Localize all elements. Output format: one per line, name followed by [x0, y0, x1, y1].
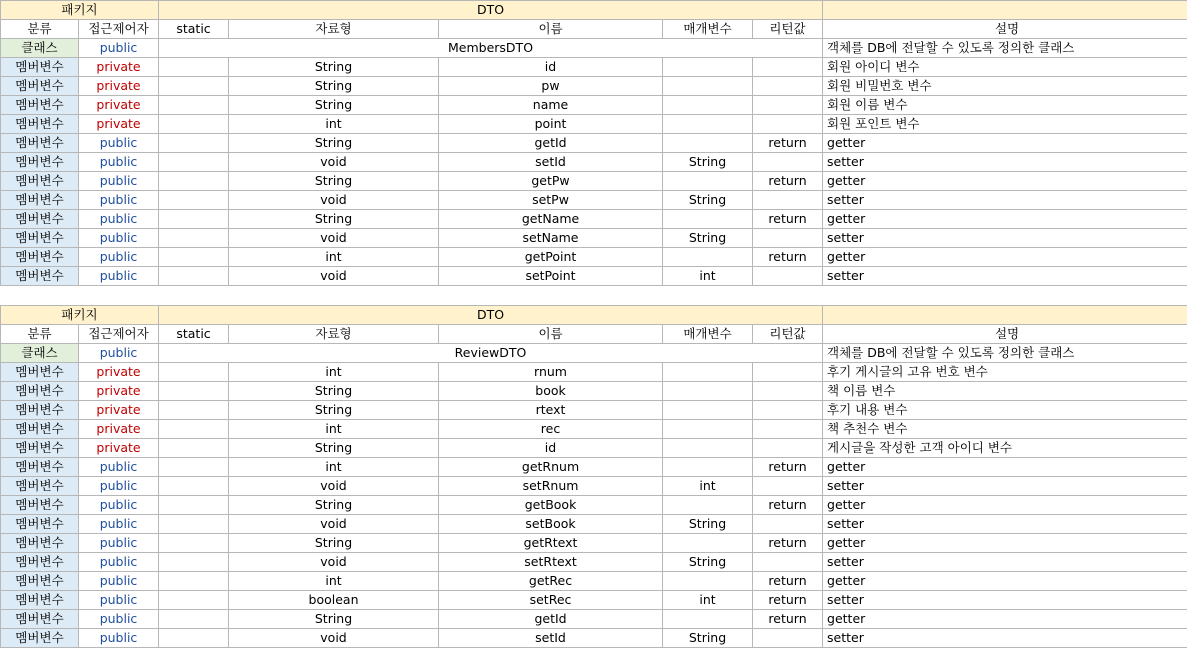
static-cell[interactable] — [159, 248, 229, 267]
access-cell[interactable]: public — [79, 629, 159, 648]
type-cell[interactable]: String — [229, 134, 439, 153]
access-cell[interactable]: public — [79, 39, 159, 58]
table-row — [1, 77, 1187, 96]
return-cell[interactable] — [753, 477, 823, 496]
description-cell[interactable]: setter — [823, 553, 1187, 572]
return-cell[interactable]: return — [753, 210, 823, 229]
params-cell[interactable] — [663, 458, 753, 477]
category-cell[interactable]: 멤버변수 — [1, 458, 79, 477]
table-row — [1, 382, 1187, 401]
static-cell[interactable] — [159, 191, 229, 210]
access-cell[interactable]: private — [79, 96, 159, 115]
table-row — [1, 134, 1187, 153]
category-cell[interactable]: 멤버변수 — [1, 591, 79, 610]
return-cell[interactable]: return — [753, 458, 823, 477]
params-cell[interactable] — [663, 210, 753, 229]
header-name-cell[interactable]: 이름 — [439, 20, 663, 39]
static-cell[interactable] — [159, 58, 229, 77]
static-cell[interactable] — [159, 229, 229, 248]
table-row — [1, 610, 1187, 629]
class-spec-table — [0, 0, 1187, 286]
type-cell[interactable]: int — [229, 458, 439, 477]
return-cell[interactable] — [753, 401, 823, 420]
category-cell[interactable]: 멤버변수 — [1, 534, 79, 553]
table-row — [1, 363, 1187, 382]
return-cell[interactable] — [753, 629, 823, 648]
type-cell[interactable]: String — [229, 534, 439, 553]
static-cell[interactable] — [159, 401, 229, 420]
description-cell[interactable]: setter — [823, 267, 1187, 286]
header-name-cell[interactable]: 이름 — [439, 325, 663, 344]
class-name-cell[interactable]: MembersDTO — [159, 39, 823, 58]
params-cell[interactable]: int — [663, 267, 753, 286]
description-cell[interactable]: getter — [823, 210, 1187, 229]
params-cell[interactable] — [663, 572, 753, 591]
access-cell[interactable]: public — [79, 344, 159, 363]
table-row — [1, 572, 1187, 591]
type-cell[interactable]: void — [229, 515, 439, 534]
package-value-cell[interactable]: DTO — [159, 1, 823, 20]
static-cell[interactable] — [159, 382, 229, 401]
header-category-cell[interactable]: 분류 — [1, 20, 79, 39]
name-cell[interactable]: point — [439, 115, 663, 134]
type-cell[interactable]: int — [229, 572, 439, 591]
class-row — [1, 39, 1187, 58]
category-cell[interactable]: 클래스 — [1, 344, 79, 363]
return-cell[interactable]: return — [753, 172, 823, 191]
name-cell[interactable]: getName — [439, 210, 663, 229]
static-cell[interactable] — [159, 629, 229, 648]
table-row — [1, 439, 1187, 458]
header-desc-cell[interactable]: 설명 — [823, 20, 1187, 39]
header-type-cell[interactable]: 자료형 — [229, 325, 439, 344]
params-cell[interactable] — [663, 382, 753, 401]
static-cell[interactable] — [159, 115, 229, 134]
return-cell[interactable]: return — [753, 572, 823, 591]
access-cell[interactable]: public — [79, 134, 159, 153]
description-cell[interactable]: 회원 비밀번호 변수 — [823, 77, 1187, 96]
description-cell[interactable]: getter — [823, 572, 1187, 591]
type-cell[interactable]: int — [229, 363, 439, 382]
access-cell[interactable]: private — [79, 115, 159, 134]
table-row — [1, 629, 1187, 648]
return-cell[interactable] — [753, 58, 823, 77]
static-cell[interactable] — [159, 96, 229, 115]
header-params-cell[interactable]: 매개변수 — [663, 325, 753, 344]
static-cell[interactable] — [159, 591, 229, 610]
category-cell[interactable]: 멤버변수 — [1, 420, 79, 439]
params-cell[interactable] — [663, 534, 753, 553]
package-blank-cell[interactable] — [823, 1, 1187, 20]
access-cell[interactable]: public — [79, 210, 159, 229]
header-row — [1, 20, 1187, 39]
type-cell[interactable]: String — [229, 439, 439, 458]
category-cell[interactable]: 멤버변수 — [1, 572, 79, 591]
header-desc-cell[interactable]: 설명 — [823, 325, 1187, 344]
access-cell[interactable]: public — [79, 553, 159, 572]
table-row — [1, 229, 1187, 248]
type-cell[interactable]: void — [229, 267, 439, 286]
category-cell[interactable]: 멤버변수 — [1, 553, 79, 572]
category-cell[interactable]: 멤버변수 — [1, 153, 79, 172]
access-cell[interactable]: private — [79, 77, 159, 96]
name-cell[interactable]: name — [439, 96, 663, 115]
description-cell[interactable]: 객체를 DB에 전달할 수 있도록 정의한 클래스 — [823, 39, 1187, 58]
name-cell[interactable]: rec — [439, 420, 663, 439]
params-cell[interactable] — [663, 115, 753, 134]
static-cell[interactable] — [159, 267, 229, 286]
return-cell[interactable] — [753, 115, 823, 134]
header-category-cell[interactable]: 분류 — [1, 325, 79, 344]
description-cell[interactable]: getter — [823, 610, 1187, 629]
type-cell[interactable]: void — [229, 553, 439, 572]
category-cell[interactable]: 멤버변수 — [1, 229, 79, 248]
params-cell[interactable]: String — [663, 153, 753, 172]
category-cell[interactable]: 멤버변수 — [1, 191, 79, 210]
params-cell[interactable]: String — [663, 553, 753, 572]
package-label-cell[interactable]: 패키지 — [1, 306, 159, 325]
category-cell[interactable]: 멤버변수 — [1, 267, 79, 286]
static-cell[interactable] — [159, 439, 229, 458]
static-cell[interactable] — [159, 153, 229, 172]
category-cell[interactable]: 멤버변수 — [1, 477, 79, 496]
name-cell[interactable]: pw — [439, 77, 663, 96]
class-name-cell[interactable]: ReviewDTO — [159, 344, 823, 363]
access-cell[interactable]: public — [79, 458, 159, 477]
package-value-cell[interactable]: DTO — [159, 306, 823, 325]
header-static-cell[interactable]: static — [159, 325, 229, 344]
table-row — [1, 115, 1187, 134]
class-spec-table — [0, 305, 1187, 648]
table-row — [1, 515, 1187, 534]
type-cell[interactable]: String — [229, 401, 439, 420]
description-cell[interactable]: setter — [823, 229, 1187, 248]
static-cell[interactable] — [159, 610, 229, 629]
description-cell[interactable]: 회원 아이디 변수 — [823, 58, 1187, 77]
params-cell[interactable] — [663, 610, 753, 629]
type-cell[interactable]: String — [229, 172, 439, 191]
table-row — [1, 534, 1187, 553]
return-cell[interactable] — [753, 77, 823, 96]
description-cell[interactable]: getter — [823, 534, 1187, 553]
access-cell[interactable]: public — [79, 572, 159, 591]
name-cell[interactable]: getPw — [439, 172, 663, 191]
type-cell[interactable]: void — [229, 153, 439, 172]
static-cell[interactable] — [159, 458, 229, 477]
name-cell[interactable]: setName — [439, 229, 663, 248]
static-cell[interactable] — [159, 172, 229, 191]
return-cell[interactable]: return — [753, 534, 823, 553]
category-cell[interactable]: 클래스 — [1, 39, 79, 58]
description-cell[interactable]: 회원 포인트 변수 — [823, 115, 1187, 134]
params-cell[interactable] — [663, 96, 753, 115]
type-cell[interactable]: String — [229, 610, 439, 629]
static-cell[interactable] — [159, 534, 229, 553]
type-cell[interactable]: void — [229, 629, 439, 648]
return-cell[interactable] — [753, 267, 823, 286]
name-cell[interactable]: setRnum — [439, 477, 663, 496]
access-cell[interactable]: public — [79, 267, 159, 286]
type-cell[interactable]: String — [229, 58, 439, 77]
access-cell[interactable]: public — [79, 248, 159, 267]
params-cell[interactable] — [663, 363, 753, 382]
description-cell[interactable]: 책 추천수 변수 — [823, 420, 1187, 439]
return-cell[interactable] — [753, 229, 823, 248]
package-row — [1, 1, 1187, 20]
table-row — [1, 401, 1187, 420]
static-cell[interactable] — [159, 572, 229, 591]
name-cell[interactable]: setId — [439, 153, 663, 172]
access-cell[interactable]: public — [79, 172, 159, 191]
description-cell[interactable]: getter — [823, 496, 1187, 515]
name-cell[interactable]: setPoint — [439, 267, 663, 286]
table-row — [1, 477, 1187, 496]
name-cell[interactable]: setBook — [439, 515, 663, 534]
access-cell[interactable]: public — [79, 229, 159, 248]
name-cell[interactable]: getRec — [439, 572, 663, 591]
description-cell[interactable]: setter — [823, 153, 1187, 172]
type-cell[interactable]: String — [229, 77, 439, 96]
category-cell[interactable]: 멤버변수 — [1, 115, 79, 134]
return-cell[interactable] — [753, 96, 823, 115]
category-cell[interactable]: 멤버변수 — [1, 210, 79, 229]
static-cell[interactable] — [159, 496, 229, 515]
name-cell[interactable]: id — [439, 58, 663, 77]
params-cell[interactable]: String — [663, 515, 753, 534]
description-cell[interactable]: 게시글을 작성한 고객 아이디 변수 — [823, 439, 1187, 458]
params-cell[interactable] — [663, 439, 753, 458]
table-row — [1, 96, 1187, 115]
name-cell[interactable]: book — [439, 382, 663, 401]
description-cell[interactable]: setter — [823, 629, 1187, 648]
params-cell[interactable]: int — [663, 591, 753, 610]
type-cell[interactable]: int — [229, 248, 439, 267]
params-cell[interactable] — [663, 134, 753, 153]
name-cell[interactable]: getRnum — [439, 458, 663, 477]
static-cell[interactable] — [159, 210, 229, 229]
name-cell[interactable]: setRec — [439, 591, 663, 610]
header-access-cell[interactable]: 접근제어자 — [79, 20, 159, 39]
category-cell[interactable]: 멤버변수 — [1, 515, 79, 534]
category-cell[interactable]: 멤버변수 — [1, 629, 79, 648]
description-cell[interactable]: getter — [823, 458, 1187, 477]
name-cell[interactable]: rnum — [439, 363, 663, 382]
access-cell[interactable]: private — [79, 382, 159, 401]
description-cell[interactable]: getter — [823, 172, 1187, 191]
type-cell[interactable]: int — [229, 115, 439, 134]
name-cell[interactable]: getBook — [439, 496, 663, 515]
access-cell[interactable]: private — [79, 420, 159, 439]
category-cell[interactable]: 멤버변수 — [1, 363, 79, 382]
table-row — [1, 172, 1187, 191]
access-cell[interactable]: private — [79, 363, 159, 382]
header-params-cell[interactable]: 매개변수 — [663, 20, 753, 39]
category-cell[interactable]: 멤버변수 — [1, 134, 79, 153]
static-cell[interactable] — [159, 553, 229, 572]
type-cell[interactable]: int — [229, 420, 439, 439]
return-cell[interactable]: return — [753, 134, 823, 153]
params-cell[interactable]: int — [663, 477, 753, 496]
name-cell[interactable]: setId — [439, 629, 663, 648]
package-label-cell[interactable]: 패키지 — [1, 1, 159, 20]
name-cell[interactable]: setPw — [439, 191, 663, 210]
return-cell[interactable] — [753, 363, 823, 382]
params-cell[interactable] — [663, 58, 753, 77]
access-cell[interactable]: private — [79, 58, 159, 77]
access-cell[interactable]: public — [79, 477, 159, 496]
table-row — [1, 591, 1187, 610]
return-cell[interactable] — [753, 439, 823, 458]
table-row — [1, 458, 1187, 477]
static-cell[interactable] — [159, 363, 229, 382]
name-cell[interactable]: id — [439, 439, 663, 458]
package-row — [1, 306, 1187, 325]
description-cell[interactable]: 후기 내용 변수 — [823, 401, 1187, 420]
description-cell[interactable]: setter — [823, 591, 1187, 610]
access-cell[interactable]: private — [79, 401, 159, 420]
header-access-cell[interactable]: 접근제어자 — [79, 325, 159, 344]
static-cell[interactable] — [159, 420, 229, 439]
table-row — [1, 420, 1187, 439]
type-cell[interactable]: String — [229, 96, 439, 115]
category-cell[interactable]: 멤버변수 — [1, 610, 79, 629]
table-row — [1, 191, 1187, 210]
table-row — [1, 58, 1187, 77]
params-cell[interactable] — [663, 172, 753, 191]
params-cell[interactable] — [663, 496, 753, 515]
name-cell[interactable]: getRtext — [439, 534, 663, 553]
return-cell[interactable] — [753, 420, 823, 439]
header-static-cell[interactable]: static — [159, 20, 229, 39]
category-cell[interactable]: 멤버변수 — [1, 439, 79, 458]
description-cell[interactable]: setter — [823, 477, 1187, 496]
description-cell[interactable]: 후기 게시글의 고유 번호 변수 — [823, 363, 1187, 382]
table-row — [1, 248, 1187, 267]
return-cell[interactable] — [753, 382, 823, 401]
access-cell[interactable]: private — [79, 439, 159, 458]
params-cell[interactable] — [663, 420, 753, 439]
return-cell[interactable] — [753, 153, 823, 172]
category-cell[interactable]: 멤버변수 — [1, 172, 79, 191]
table-row — [1, 210, 1187, 229]
description-cell[interactable]: setter — [823, 191, 1187, 210]
access-cell[interactable]: public — [79, 191, 159, 210]
params-cell[interactable]: String — [663, 629, 753, 648]
return-cell[interactable]: return — [753, 248, 823, 267]
category-cell[interactable]: 멤버변수 — [1, 58, 79, 77]
header-return-cell[interactable]: 리턴값 — [753, 325, 823, 344]
description-cell[interactable]: getter — [823, 134, 1187, 153]
table-row — [1, 153, 1187, 172]
access-cell[interactable]: public — [79, 496, 159, 515]
name-cell[interactable]: getId — [439, 610, 663, 629]
return-cell[interactable] — [753, 553, 823, 572]
header-type-cell[interactable]: 자료형 — [229, 20, 439, 39]
description-cell[interactable]: 회원 이름 변수 — [823, 96, 1187, 115]
name-cell[interactable]: getId — [439, 134, 663, 153]
category-cell[interactable]: 멤버변수 — [1, 382, 79, 401]
description-cell[interactable]: 책 이름 변수 — [823, 382, 1187, 401]
table-row — [1, 496, 1187, 515]
type-cell[interactable]: String — [229, 210, 439, 229]
category-cell[interactable]: 멤버변수 — [1, 96, 79, 115]
class-row — [1, 344, 1187, 363]
description-cell[interactable]: getter — [823, 248, 1187, 267]
package-blank-cell[interactable] — [823, 306, 1187, 325]
params-cell[interactable]: String — [663, 191, 753, 210]
category-cell[interactable]: 멤버변수 — [1, 77, 79, 96]
static-cell[interactable] — [159, 134, 229, 153]
params-cell[interactable] — [663, 77, 753, 96]
category-cell[interactable]: 멤버변수 — [1, 496, 79, 515]
return-cell[interactable]: return — [753, 496, 823, 515]
name-cell[interactable]: setRtext — [439, 553, 663, 572]
header-return-cell[interactable]: 리턴값 — [753, 20, 823, 39]
return-cell[interactable] — [753, 515, 823, 534]
return-cell[interactable]: return — [753, 591, 823, 610]
access-cell[interactable]: public — [79, 591, 159, 610]
table-row — [1, 553, 1187, 572]
static-cell[interactable] — [159, 77, 229, 96]
type-cell[interactable]: String — [229, 496, 439, 515]
name-cell[interactable]: rtext — [439, 401, 663, 420]
type-cell[interactable]: String — [229, 382, 439, 401]
access-cell[interactable]: public — [79, 610, 159, 629]
static-cell[interactable] — [159, 515, 229, 534]
type-cell[interactable]: void — [229, 477, 439, 496]
name-cell[interactable]: getPoint — [439, 248, 663, 267]
params-cell[interactable]: String — [663, 229, 753, 248]
table-row — [1, 267, 1187, 286]
static-cell[interactable] — [159, 477, 229, 496]
type-cell[interactable]: boolean — [229, 591, 439, 610]
description-cell[interactable]: 객체를 DB에 전달할 수 있도록 정의한 클래스 — [823, 344, 1187, 363]
params-cell[interactable] — [663, 248, 753, 267]
return-cell[interactable]: return — [753, 610, 823, 629]
type-cell[interactable]: void — [229, 229, 439, 248]
header-row — [1, 325, 1187, 344]
access-cell[interactable]: public — [79, 534, 159, 553]
access-cell[interactable]: public — [79, 515, 159, 534]
type-cell[interactable]: void — [229, 191, 439, 210]
description-cell[interactable]: setter — [823, 515, 1187, 534]
access-cell[interactable]: public — [79, 153, 159, 172]
category-cell[interactable]: 멤버변수 — [1, 248, 79, 267]
category-cell[interactable]: 멤버변수 — [1, 401, 79, 420]
return-cell[interactable] — [753, 191, 823, 210]
params-cell[interactable] — [663, 401, 753, 420]
